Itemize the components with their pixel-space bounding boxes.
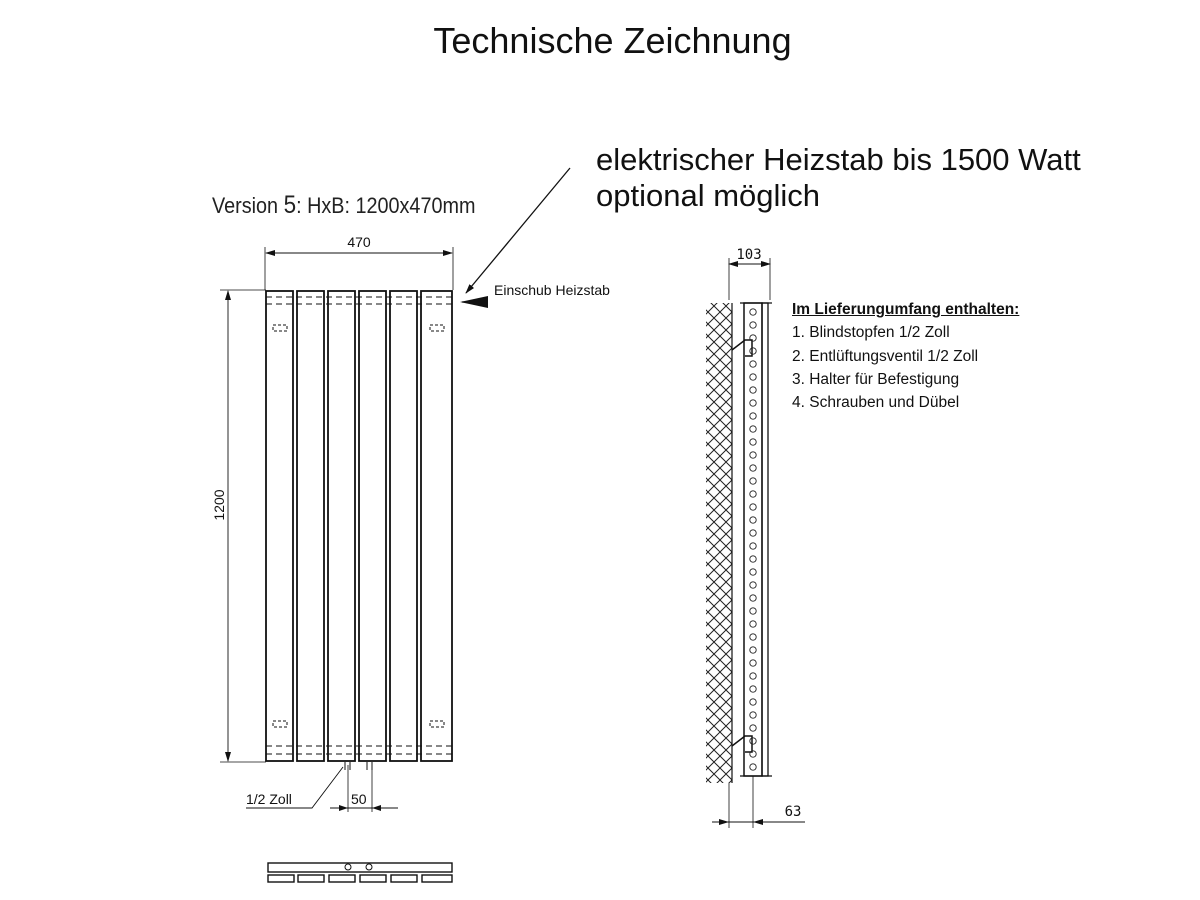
fin-circle xyxy=(750,348,756,354)
fin-circle xyxy=(750,660,756,666)
version-dims: : HxB: 1200x470mm xyxy=(296,193,476,218)
fin-circle xyxy=(750,452,756,458)
fin-circle xyxy=(750,543,756,549)
top-view xyxy=(268,863,452,882)
front-view xyxy=(220,247,488,812)
radiator-panel xyxy=(266,291,293,761)
offset-label: 63 xyxy=(784,804,802,820)
fin-circle xyxy=(750,608,756,614)
fin-circle xyxy=(750,751,756,757)
fin-circle xyxy=(750,764,756,770)
fin-circle xyxy=(750,595,756,601)
fin-circle xyxy=(750,322,756,328)
connection-label: 1/2 Zoll xyxy=(246,791,292,807)
fin-circle xyxy=(750,504,756,510)
delivery-scope-item: 3. Halter für Befestigung xyxy=(792,370,960,388)
heater-insert-label: Einschub Heizstab xyxy=(494,282,610,298)
radiator-panel xyxy=(359,291,386,761)
fin-circle xyxy=(750,491,756,497)
fin-circle xyxy=(750,400,756,406)
width-label: 470 xyxy=(347,234,371,250)
wall-hatching xyxy=(706,303,732,783)
depth-label: 103 xyxy=(736,247,762,263)
wall-bracket xyxy=(732,340,752,356)
spacing-label: 50 xyxy=(351,791,367,807)
radiator-panel xyxy=(421,291,452,761)
fin-circle xyxy=(750,439,756,445)
fin-circle xyxy=(750,582,756,588)
fin-circle xyxy=(750,556,756,562)
fin-circle xyxy=(750,465,756,471)
fin-circle xyxy=(750,686,756,692)
fin-circle xyxy=(750,387,756,393)
fin-circle xyxy=(750,426,756,432)
fin-circle xyxy=(750,699,756,705)
callout-line-2: optional möglich xyxy=(596,178,821,213)
radiator-panel xyxy=(297,291,324,761)
fin-circle xyxy=(750,634,756,640)
fin-circle xyxy=(750,621,756,627)
delivery-scope-item: 2. Entlüftungsventil 1/2 Zoll xyxy=(792,347,979,365)
fin-circle xyxy=(750,413,756,419)
fin-circle xyxy=(750,712,756,718)
radiator-panel xyxy=(328,291,355,761)
fin-circle xyxy=(750,738,756,744)
radiator-panels xyxy=(266,291,452,761)
fin-profile xyxy=(750,309,756,770)
fin-circle xyxy=(750,374,756,380)
fin-circle xyxy=(750,309,756,315)
delivery-scope-heading: Im Lieferungumfang enthalten: xyxy=(792,301,1020,318)
fin-circle xyxy=(750,673,756,679)
delivery-scope-item: 1. Blindstopfen 1/2 Zoll xyxy=(792,324,950,342)
fin-circle xyxy=(750,335,756,341)
fin-circle xyxy=(750,361,756,367)
fin-circle xyxy=(750,647,756,653)
page-title: Technische Zeichnung xyxy=(433,20,792,61)
version-number: 5 xyxy=(283,191,297,219)
callout-line-1: elektrischer Heizstab bis 1500 Watt xyxy=(596,142,1081,177)
fin-circle xyxy=(750,478,756,484)
fin-circle xyxy=(750,725,756,731)
delivery-scope-item: 4. Schrauben und Dübel xyxy=(792,394,960,412)
fin-circle xyxy=(750,569,756,575)
callout-leader-arrow xyxy=(466,168,570,293)
radiator-panel xyxy=(390,291,417,761)
version-prefix: Version xyxy=(212,193,279,218)
wall-bracket xyxy=(732,736,752,752)
height-label: 1200 xyxy=(211,489,227,521)
fin-circle xyxy=(750,517,756,523)
fin-circle xyxy=(750,530,756,536)
